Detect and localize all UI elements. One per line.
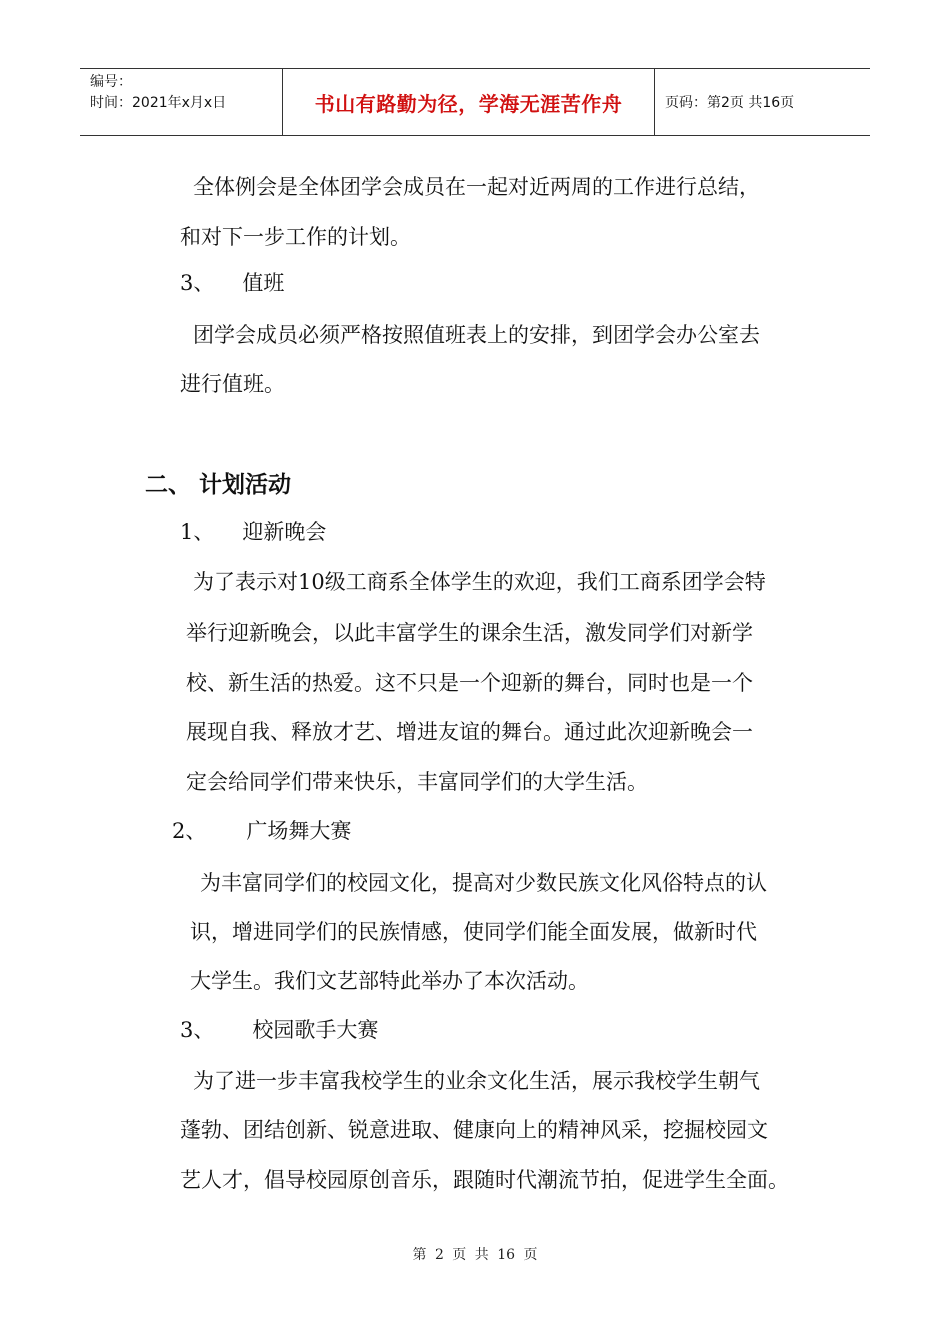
list-item-title: 广场舞大赛 — [246, 819, 352, 843]
header-page-info-cell — [655, 69, 870, 135]
paragraph-line: 大学生。我们文艺部特此举办了本次活动。 — [190, 969, 589, 993]
page-header — [80, 68, 870, 136]
list-item-title: 迎新晚会 — [242, 520, 327, 544]
list-item-title: 值班 — [242, 271, 285, 295]
list-item-number: 1、 — [180, 520, 215, 544]
list-item-title: 校园歌手大赛 — [252, 1018, 379, 1042]
paragraph-line: 为了表示对10级工商系全体学生的欢迎，我们工商系团学会特 — [193, 570, 766, 594]
paragraph-line: 定会给同学们带来快乐，丰富同学们的大学生活。 — [186, 770, 648, 794]
list-item-number: 3、 — [180, 271, 215, 295]
paragraph-line: 艺人才，倡导校园原创音乐，跟随时代潮流节拍，促进学生全面。 — [180, 1168, 789, 1192]
page-footer: 第 2 页 共 16 页 — [412, 1247, 538, 1263]
list-item-heading — [172, 816, 351, 846]
list-item-heading — [180, 268, 284, 298]
header-page-info: 页码：第2页 共16页 — [665, 95, 795, 111]
paragraph-line: 识，增进同学们的民族情感，使同学们能全面发展，做新时代 — [190, 920, 757, 944]
document-number: 编号： — [90, 74, 132, 90]
paragraph-line: 为丰富同学们的校园文化，提高对少数民族文化风俗特点的认 — [200, 871, 767, 895]
paragraph-line: 进行值班。 — [180, 372, 285, 396]
header-meta — [80, 69, 283, 135]
list-item-number: 2、 — [172, 819, 207, 843]
list-item-heading — [180, 517, 326, 547]
list-item-number: 3、 — [180, 1018, 215, 1042]
list-item-heading — [180, 1015, 378, 1045]
paragraph-line: 全体例会是全体团学会成员在一起对近两周的工作进行总结， — [193, 175, 760, 199]
paragraph-line: 和对下一步工作的计划。 — [180, 225, 411, 249]
paragraph-line: 校、新生活的热爱。这不只是一个迎新的舞台，同时也是一个 — [186, 671, 753, 695]
section-heading: 二、 计划活动 — [145, 472, 292, 498]
paragraph-line: 展现自我、释放才艺、增进友谊的舞台。通过此次迎新晚会一 — [186, 720, 753, 744]
paragraph-line: 为了进一步丰富我校学生的业余文化生活，展示我校学生朝气 — [193, 1069, 760, 1093]
paragraph-line: 举行迎新晚会，以此丰富学生的课余生活，激发同学们对新学 — [186, 621, 753, 645]
paragraph-line: 蓬勃、团结创新、锐意进取、健康向上的精神风采，挖掘校园文 — [180, 1118, 768, 1142]
header-motto: 书山有路勤为径，学海无涯苦作舟 — [314, 91, 623, 116]
paragraph-line: 团学会成员必须严格按照值班表上的安排，到团学会办公室去 — [193, 323, 760, 347]
document-time: 时间：2021年x月x日 — [90, 95, 227, 111]
header-motto-cell — [283, 69, 655, 135]
